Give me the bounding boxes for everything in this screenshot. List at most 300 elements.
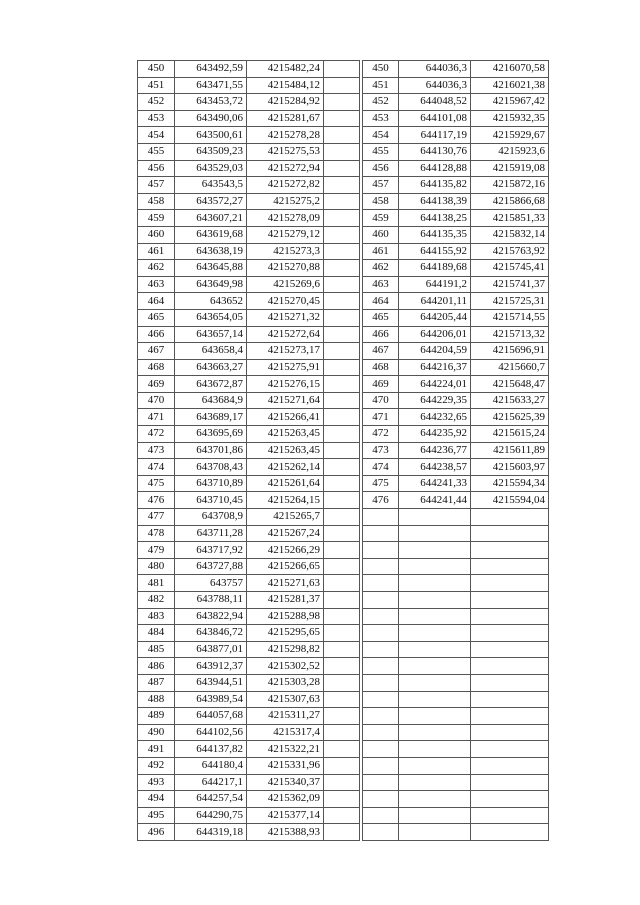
table-row: [138, 592, 360, 609]
empty-cell: [324, 193, 360, 210]
y-coordinate-cell: 4215267,24: [247, 525, 324, 542]
x-coordinate-cell: 644204,59: [399, 343, 471, 360]
table-row: [138, 143, 360, 160]
point-number-cell: 463: [363, 276, 399, 293]
x-coordinate-cell: 644290,75: [175, 807, 247, 824]
empty-cell: [324, 260, 360, 277]
empty-cell: [363, 575, 399, 592]
y-coordinate-cell: 4215317,4: [247, 724, 324, 741]
y-coordinate-cell: 4215263,45: [247, 426, 324, 443]
table-row: [138, 475, 360, 492]
point-number-cell: 458: [138, 193, 175, 210]
empty-cell: [324, 608, 360, 625]
x-coordinate-cell: 644191,2: [399, 276, 471, 293]
x-coordinate-cell: 643658,4: [175, 343, 247, 360]
empty-cell: [363, 558, 399, 575]
y-coordinate-cell: 4215278,09: [247, 210, 324, 227]
table-row: [363, 61, 549, 78]
x-coordinate-cell: 643695,69: [175, 426, 247, 443]
empty-table-row: [363, 509, 549, 526]
table-row: [138, 525, 360, 542]
y-coordinate-cell: 4215266,29: [247, 542, 324, 559]
empty-table-row: [363, 741, 549, 758]
point-number-cell: 494: [138, 791, 175, 808]
empty-cell: [324, 558, 360, 575]
table-row: [138, 326, 360, 343]
empty-cell: [399, 757, 471, 774]
y-coordinate-cell: 4215271,63: [247, 575, 324, 592]
x-coordinate-cell: 644101,08: [399, 110, 471, 127]
x-coordinate-cell: 643509,23: [175, 143, 247, 160]
y-coordinate-cell: 4215851,33: [471, 210, 549, 227]
y-coordinate-cell: 4215270,88: [247, 260, 324, 277]
y-coordinate-cell: 4215266,41: [247, 409, 324, 426]
point-number-cell: 466: [363, 326, 399, 343]
point-number-cell: 468: [363, 359, 399, 376]
empty-cell: [324, 592, 360, 609]
x-coordinate-cell: 644048,52: [399, 94, 471, 111]
table-row: [138, 260, 360, 277]
x-coordinate-cell: 644189,68: [399, 260, 471, 277]
x-coordinate-cell: 644130,76: [399, 143, 471, 160]
empty-table-row: [363, 625, 549, 642]
table-row: [138, 575, 360, 592]
empty-cell: [324, 160, 360, 177]
y-coordinate-cell: 4215272,64: [247, 326, 324, 343]
table-row: [138, 94, 360, 111]
y-coordinate-cell: 4215625,39: [471, 409, 549, 426]
table-row: [138, 61, 360, 78]
empty-table-row: [363, 658, 549, 675]
point-number-cell: 485: [138, 641, 175, 658]
x-coordinate-cell: 643822,94: [175, 608, 247, 625]
empty-cell: [324, 309, 360, 326]
point-number-cell: 471: [138, 409, 175, 426]
empty-cell: [471, 824, 549, 841]
y-coordinate-cell: 4215271,32: [247, 309, 324, 326]
y-coordinate-cell: 4215275,2: [247, 193, 324, 210]
empty-cell: [399, 708, 471, 725]
y-coordinate-cell: 4216021,38: [471, 77, 549, 94]
empty-cell: [324, 177, 360, 194]
empty-cell: [324, 741, 360, 758]
point-number-cell: 450: [363, 61, 399, 78]
x-coordinate-cell: 644102,56: [175, 724, 247, 741]
empty-table-row: [363, 674, 549, 691]
x-coordinate-cell: 643788,11: [175, 592, 247, 609]
x-coordinate-cell: 643654,05: [175, 309, 247, 326]
empty-cell: [471, 724, 549, 741]
table-row: [363, 459, 549, 476]
empty-table-row: [363, 757, 549, 774]
y-coordinate-cell: 4215929,67: [471, 127, 549, 144]
table-row: [363, 359, 549, 376]
x-coordinate-cell: 644128,88: [399, 160, 471, 177]
empty-cell: [324, 61, 360, 78]
empty-cell: [399, 791, 471, 808]
empty-cell: [399, 525, 471, 542]
y-coordinate-cell: 4215832,14: [471, 226, 549, 243]
point-number-cell: 451: [138, 77, 175, 94]
y-coordinate-cell: 4215872,16: [471, 177, 549, 194]
point-number-cell: 475: [138, 475, 175, 492]
empty-table-row: [363, 807, 549, 824]
y-coordinate-cell: 4215633,27: [471, 392, 549, 409]
point-number-cell: 480: [138, 558, 175, 575]
point-number-cell: 484: [138, 625, 175, 642]
table-row: [138, 558, 360, 575]
x-coordinate-cell: 644319,18: [175, 824, 247, 841]
empty-cell: [363, 741, 399, 758]
empty-cell: [471, 691, 549, 708]
y-coordinate-cell: 4215272,82: [247, 177, 324, 194]
empty-cell: [324, 210, 360, 227]
empty-cell: [471, 509, 549, 526]
y-coordinate-cell: 4215265,7: [247, 509, 324, 526]
table-row: [363, 127, 549, 144]
point-number-cell: 479: [138, 542, 175, 559]
x-coordinate-cell: 643500,61: [175, 127, 247, 144]
empty-cell: [324, 426, 360, 443]
empty-table-row: [363, 542, 549, 559]
y-coordinate-cell: 4215278,28: [247, 127, 324, 144]
y-coordinate-cell: 4215331,96: [247, 757, 324, 774]
y-coordinate-cell: 4215302,52: [247, 658, 324, 675]
empty-cell: [363, 674, 399, 691]
x-coordinate-cell: 643453,72: [175, 94, 247, 111]
point-number-cell: 462: [363, 260, 399, 277]
y-coordinate-cell: 4215303,28: [247, 674, 324, 691]
empty-cell: [324, 475, 360, 492]
empty-cell: [399, 575, 471, 592]
table-row: [138, 641, 360, 658]
empty-cell: [324, 143, 360, 160]
point-number-cell: 471: [363, 409, 399, 426]
empty-cell: [324, 641, 360, 658]
point-number-cell: 463: [138, 276, 175, 293]
table-row: [363, 492, 549, 509]
y-coordinate-cell: 4215377,14: [247, 807, 324, 824]
table-row: [138, 658, 360, 675]
empty-table-row: [363, 724, 549, 741]
x-coordinate-cell: 643684,9: [175, 392, 247, 409]
table-row: [363, 177, 549, 194]
empty-cell: [324, 359, 360, 376]
y-coordinate-cell: 4215273,17: [247, 343, 324, 360]
table-row: [363, 94, 549, 111]
point-number-cell: 469: [138, 376, 175, 393]
y-coordinate-cell: 4215276,15: [247, 376, 324, 393]
table-row: [363, 409, 549, 426]
point-number-cell: 469: [363, 376, 399, 393]
y-coordinate-cell: 4215270,45: [247, 293, 324, 310]
y-coordinate-cell: 4215362,09: [247, 791, 324, 808]
empty-cell: [399, 774, 471, 791]
table-row: [138, 276, 360, 293]
x-coordinate-cell: 643543,5: [175, 177, 247, 194]
y-coordinate-cell: 4215295,65: [247, 625, 324, 642]
x-coordinate-cell: 644235,92: [399, 426, 471, 443]
y-coordinate-cell: 4215261,64: [247, 475, 324, 492]
empty-cell: [324, 409, 360, 426]
empty-cell: [471, 807, 549, 824]
y-coordinate-cell: 4215340,37: [247, 774, 324, 791]
empty-table-row: [363, 774, 549, 791]
table-row: [138, 492, 360, 509]
y-coordinate-cell: 4215263,45: [247, 442, 324, 459]
y-coordinate-cell: 4215311,27: [247, 708, 324, 725]
x-coordinate-cell: 643710,89: [175, 475, 247, 492]
x-coordinate-cell: 643652: [175, 293, 247, 310]
point-number-cell: 456: [138, 160, 175, 177]
empty-cell: [471, 641, 549, 658]
empty-table-row: [363, 525, 549, 542]
empty-cell: [324, 293, 360, 310]
empty-cell: [324, 243, 360, 260]
x-coordinate-cell: 643657,14: [175, 326, 247, 343]
table-row: [363, 309, 549, 326]
table-row: [138, 226, 360, 243]
empty-cell: [324, 276, 360, 293]
empty-cell: [324, 442, 360, 459]
empty-cell: [324, 326, 360, 343]
y-coordinate-cell: 4215763,92: [471, 243, 549, 260]
table-row: [138, 293, 360, 310]
x-coordinate-cell: 643490,06: [175, 110, 247, 127]
x-coordinate-cell: 643717,92: [175, 542, 247, 559]
empty-table-row: [363, 691, 549, 708]
point-number-cell: 474: [363, 459, 399, 476]
point-number-cell: 457: [138, 177, 175, 194]
empty-cell: [324, 625, 360, 642]
empty-table-row: [363, 592, 549, 609]
empty-cell: [399, 658, 471, 675]
empty-cell: [363, 641, 399, 658]
empty-cell: [399, 824, 471, 841]
y-coordinate-cell: 4215271,64: [247, 392, 324, 409]
point-number-cell: 455: [138, 143, 175, 160]
empty-cell: [324, 77, 360, 94]
table-row: [363, 260, 549, 277]
table-row: [363, 475, 549, 492]
empty-cell: [324, 791, 360, 808]
y-coordinate-cell: 4215919,08: [471, 160, 549, 177]
empty-cell: [324, 392, 360, 409]
y-coordinate-cell: 4215281,67: [247, 110, 324, 127]
empty-cell: [363, 807, 399, 824]
x-coordinate-cell: 644216,37: [399, 359, 471, 376]
empty-cell: [324, 376, 360, 393]
table-row: [138, 426, 360, 443]
point-number-cell: 473: [363, 442, 399, 459]
table-row: [138, 376, 360, 393]
x-coordinate-cell: 643529,03: [175, 160, 247, 177]
table-row: [138, 243, 360, 260]
x-coordinate-cell: 643989,54: [175, 691, 247, 708]
empty-table-row: [363, 575, 549, 592]
empty-cell: [363, 691, 399, 708]
point-number-cell: 452: [363, 94, 399, 111]
left-coordinates-table: [137, 60, 360, 841]
table-row: [138, 807, 360, 824]
empty-cell: [471, 608, 549, 625]
empty-cell: [399, 741, 471, 758]
point-number-cell: 487: [138, 674, 175, 691]
x-coordinate-cell: 643708,43: [175, 459, 247, 476]
point-number-cell: 493: [138, 774, 175, 791]
y-coordinate-cell: 4215611,89: [471, 442, 549, 459]
x-coordinate-cell: 643727,88: [175, 558, 247, 575]
empty-cell: [399, 724, 471, 741]
y-coordinate-cell: 4215741,37: [471, 276, 549, 293]
point-number-cell: 478: [138, 525, 175, 542]
y-coordinate-cell: 4215866,68: [471, 193, 549, 210]
x-coordinate-cell: 644036,3: [399, 61, 471, 78]
empty-cell: [324, 757, 360, 774]
empty-cell: [471, 708, 549, 725]
point-number-cell: 456: [363, 160, 399, 177]
empty-table-row: [363, 791, 549, 808]
empty-cell: [363, 757, 399, 774]
y-coordinate-cell: 4215484,12: [247, 77, 324, 94]
empty-cell: [363, 724, 399, 741]
table-row: [363, 193, 549, 210]
table-row: [363, 110, 549, 127]
y-coordinate-cell: 4216070,58: [471, 61, 549, 78]
point-number-cell: 491: [138, 741, 175, 758]
y-coordinate-cell: 4215603,97: [471, 459, 549, 476]
table-row: [138, 309, 360, 326]
point-number-cell: 496: [138, 824, 175, 841]
empty-cell: [363, 625, 399, 642]
x-coordinate-cell: 643877,01: [175, 641, 247, 658]
empty-cell: [471, 658, 549, 675]
point-number-cell: 462: [138, 260, 175, 277]
empty-cell: [471, 741, 549, 758]
point-number-cell: 461: [138, 243, 175, 260]
empty-cell: [324, 343, 360, 360]
empty-cell: [324, 708, 360, 725]
point-number-cell: 483: [138, 608, 175, 625]
empty-cell: [471, 525, 549, 542]
y-coordinate-cell: 4215594,34: [471, 475, 549, 492]
x-coordinate-cell: 644180,4: [175, 757, 247, 774]
table-row: [138, 177, 360, 194]
y-coordinate-cell: 4215696,91: [471, 343, 549, 360]
point-number-cell: 495: [138, 807, 175, 824]
right-coordinates-table: [362, 60, 549, 841]
y-coordinate-cell: 4215388,93: [247, 824, 324, 841]
x-coordinate-cell: 644224,01: [399, 376, 471, 393]
x-coordinate-cell: 644036,3: [399, 77, 471, 94]
x-coordinate-cell: 644206,01: [399, 326, 471, 343]
point-number-cell: 450: [138, 61, 175, 78]
x-coordinate-cell: 644217,1: [175, 774, 247, 791]
x-coordinate-cell: 643572,27: [175, 193, 247, 210]
empty-cell: [363, 608, 399, 625]
empty-table-row: [363, 641, 549, 658]
empty-cell: [363, 658, 399, 675]
empty-cell: [324, 807, 360, 824]
empty-cell: [363, 542, 399, 559]
empty-cell: [363, 774, 399, 791]
table-row: [138, 774, 360, 791]
empty-cell: [324, 226, 360, 243]
y-coordinate-cell: 4215288,98: [247, 608, 324, 625]
empty-cell: [471, 592, 549, 609]
x-coordinate-cell: 643710,45: [175, 492, 247, 509]
empty-cell: [324, 110, 360, 127]
empty-table-row: [363, 708, 549, 725]
table-row: [363, 77, 549, 94]
y-coordinate-cell: 4215713,32: [471, 326, 549, 343]
empty-cell: [363, 708, 399, 725]
table-row: [363, 276, 549, 293]
table-row: [363, 210, 549, 227]
y-coordinate-cell: 4215266,65: [247, 558, 324, 575]
empty-cell: [399, 542, 471, 559]
y-coordinate-cell: 4215615,24: [471, 426, 549, 443]
empty-cell: [471, 542, 549, 559]
point-number-cell: 472: [363, 426, 399, 443]
table-row: [138, 509, 360, 526]
point-number-cell: 457: [363, 177, 399, 194]
table-row: [138, 757, 360, 774]
table-row: [138, 608, 360, 625]
y-coordinate-cell: 4215648,47: [471, 376, 549, 393]
point-number-cell: 454: [138, 127, 175, 144]
empty-cell: [324, 525, 360, 542]
point-number-cell: 492: [138, 757, 175, 774]
empty-cell: [363, 824, 399, 841]
x-coordinate-cell: 644201,11: [399, 293, 471, 310]
empty-cell: [399, 509, 471, 526]
empty-cell: [399, 641, 471, 658]
table-row: [138, 392, 360, 409]
point-number-cell: 467: [138, 343, 175, 360]
empty-cell: [324, 509, 360, 526]
empty-cell: [399, 691, 471, 708]
table-row: [138, 409, 360, 426]
table-row: [138, 674, 360, 691]
empty-cell: [324, 774, 360, 791]
y-coordinate-cell: 4215272,94: [247, 160, 324, 177]
empty-cell: [324, 824, 360, 841]
x-coordinate-cell: 644117,19: [399, 127, 471, 144]
table-row: [363, 293, 549, 310]
x-coordinate-cell: 643944,51: [175, 674, 247, 691]
point-number-cell: 472: [138, 426, 175, 443]
x-coordinate-cell: 643708,9: [175, 509, 247, 526]
point-number-cell: 476: [138, 492, 175, 509]
empty-cell: [399, 608, 471, 625]
point-number-cell: 489: [138, 708, 175, 725]
point-number-cell: 470: [363, 392, 399, 409]
point-number-cell: 455: [363, 143, 399, 160]
y-coordinate-cell: 4215262,14: [247, 459, 324, 476]
point-number-cell: 475: [363, 475, 399, 492]
table-row: [363, 343, 549, 360]
empty-cell: [471, 757, 549, 774]
x-coordinate-cell: 643471,55: [175, 77, 247, 94]
point-number-cell: 459: [363, 210, 399, 227]
x-coordinate-cell: 644137,82: [175, 741, 247, 758]
table-row: [363, 143, 549, 160]
empty-cell: [471, 558, 549, 575]
x-coordinate-cell: 644229,35: [399, 392, 471, 409]
x-coordinate-cell: 643607,21: [175, 210, 247, 227]
y-coordinate-cell: 4215745,41: [471, 260, 549, 277]
